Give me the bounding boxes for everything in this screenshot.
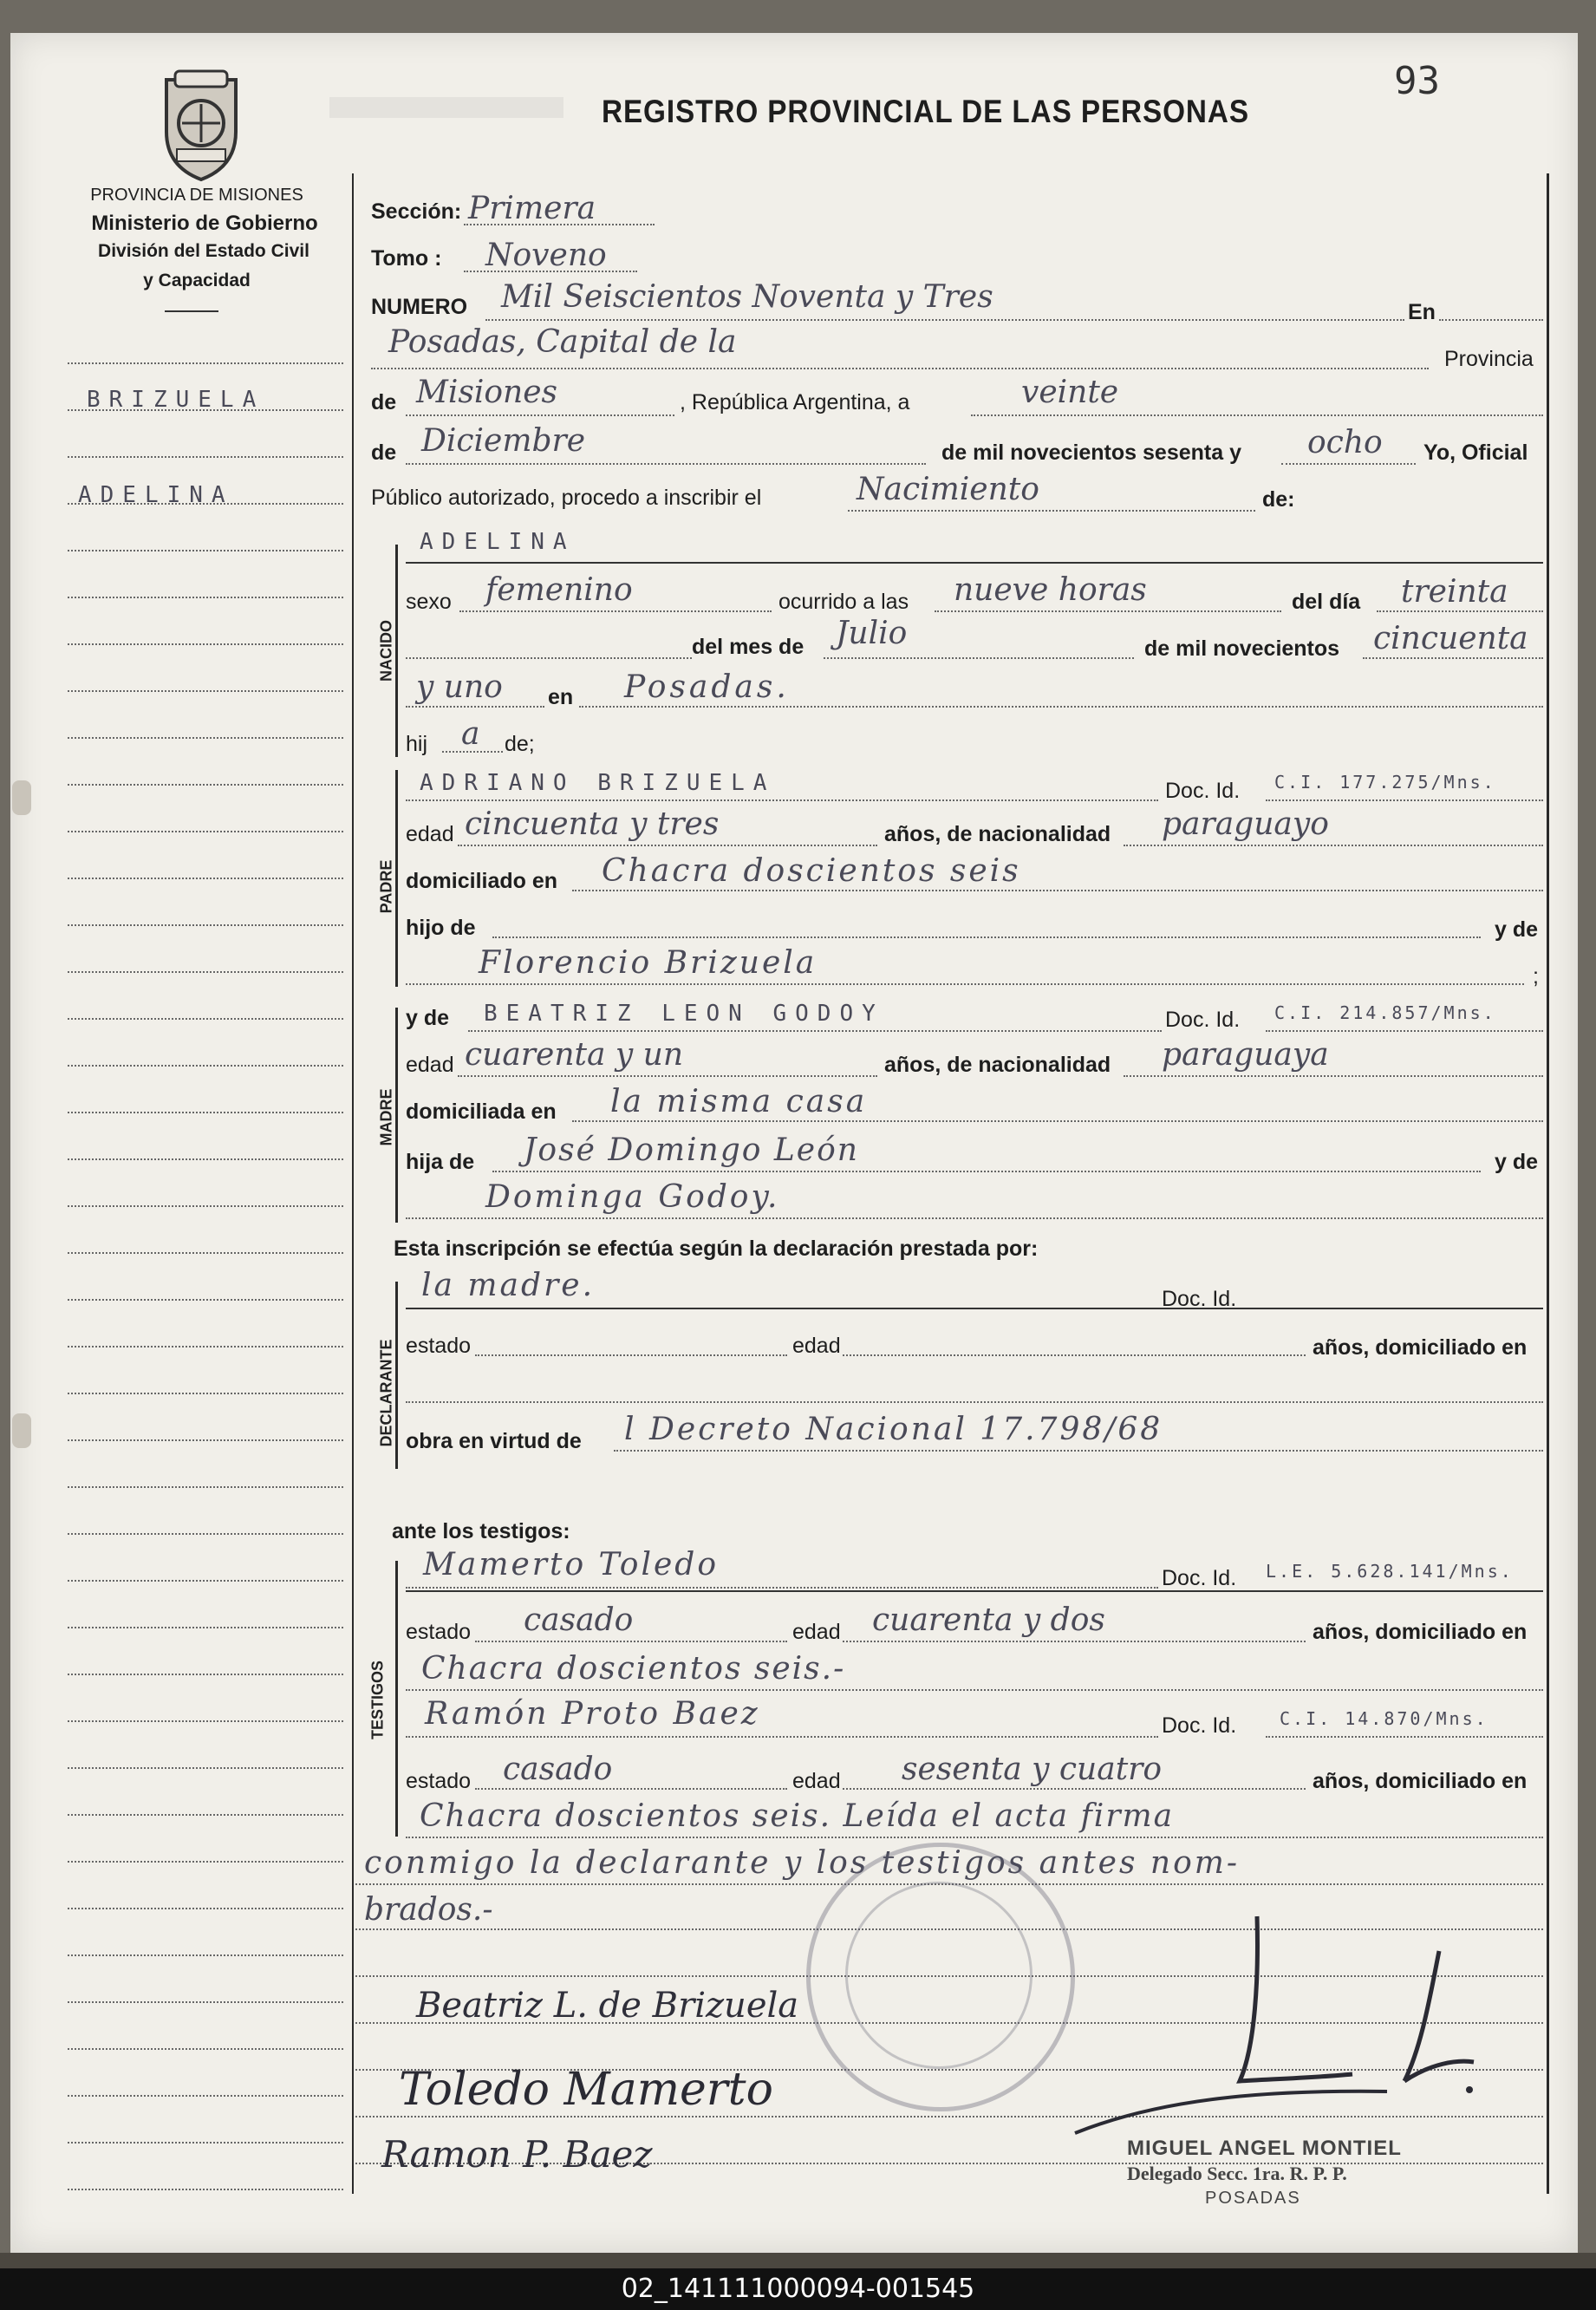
sidebar-rule: [68, 2142, 343, 2144]
padre-edad-line: [458, 845, 877, 846]
sidebar-rule: [68, 2189, 343, 2190]
testigo1-edad-line: [843, 1641, 1306, 1642]
en-label: En: [1408, 300, 1436, 324]
official-city: POSADAS: [1205, 2189, 1301, 2208]
declarante-value: la madre.: [421, 1268, 596, 1303]
ano-inscripcion-value: ocho: [1307, 425, 1383, 460]
hij-suffix-value: a: [461, 716, 480, 752]
padre-domicilio-value: Chacra doscientos seis: [602, 853, 1021, 889]
decreto-line: [614, 1450, 1543, 1452]
testigo2-edad-line: [843, 1788, 1306, 1790]
testigos-label: TESTIGOS: [368, 1661, 387, 1740]
del-mes-label: del mes de: [692, 635, 805, 659]
testigo2-edad-label: edad: [792, 1769, 841, 1793]
cierre-line1: conmigo la declarante y los testigos antes nom-: [364, 1845, 1241, 1881]
declarante-label: DECLARANTE: [377, 1339, 395, 1447]
padre-y-de-label: y de: [1495, 917, 1539, 942]
division-name: División del Estado Civil: [98, 241, 309, 261]
page-title: REGISTRO PROVINCIAL DE LAS PERSONAS: [602, 94, 1249, 129]
sidebar-rule: [68, 1908, 343, 1909]
tomo-value: Noveno: [485, 238, 607, 273]
del-dia-label: del día: [1292, 590, 1361, 614]
numero-value: Mil Seiscientos Noventa y Tres: [501, 279, 993, 315]
division-name-cont: y Capacidad: [143, 271, 251, 290]
signature-testigo2: Ramon P. Baez: [381, 2133, 653, 2176]
de2-label: de: [371, 440, 397, 465]
sidebar-surname: BRIZUELA: [87, 387, 265, 413]
padre-madre-line: [406, 983, 1524, 985]
testigo1-anos-label: años, domiciliado en: [1313, 1620, 1528, 1644]
declarante-doc-label: Doc. Id.: [1162, 1287, 1237, 1311]
madre-padre-line: [492, 1171, 1481, 1172]
padre-nacionalidad-line: [1124, 845, 1543, 846]
cierre-line2: brados.-: [364, 1892, 493, 1928]
ano-cont-line: [406, 706, 544, 708]
madre-domicilio-line: [572, 1120, 1543, 1122]
sidebar-rule: [68, 1205, 343, 1207]
numero-label: NUMERO: [371, 295, 468, 319]
madre-label: MADRE: [377, 1088, 395, 1146]
madre-domicilio-label: domiciliada en: [406, 1100, 557, 1124]
hij-label: hij: [406, 732, 428, 756]
testigo1-domicilio-value: Chacra doscientos seis.-: [421, 1651, 846, 1687]
sidebar-rule: [68, 1720, 343, 1722]
testigo2-nombre-line: [406, 1736, 1158, 1738]
testigo1-doc-label: Doc. Id.: [1162, 1566, 1237, 1590]
official-signature-icon: [1023, 1908, 1508, 2168]
testigo1-nombre-line: [406, 1587, 1158, 1589]
padre-doc-value: C.I. 177.275/Mns.: [1274, 772, 1496, 793]
acto-value: Nacimiento: [857, 472, 1039, 507]
mil-novecientos-label: de mil novecientos: [1144, 636, 1340, 661]
sidebar-rule: [68, 690, 343, 692]
de-semicolon-label: de;: [505, 732, 535, 756]
padre-nac-label: años, de nacionalidad: [884, 822, 1111, 846]
sidebar-divider: [165, 310, 218, 312]
tomo-label: Tomo :: [371, 246, 442, 271]
sidebar-rule: [68, 831, 343, 832]
sidebar-rule: [68, 1486, 343, 1488]
sidebar-rule: [68, 1065, 343, 1067]
nombre-line: [406, 562, 1543, 564]
decreto-value: l Decreto Nacional 17.798/68: [624, 1412, 1163, 1447]
sidebar-rule: [68, 456, 343, 458]
sidebar-rule: [68, 362, 343, 364]
sidebar-rule: [68, 1112, 343, 1113]
mes-nacimiento-line: [824, 657, 1134, 659]
padre-nombre-line: [406, 799, 1158, 801]
padre-doc-line: [1266, 799, 1543, 801]
testigo1-estado-line: [475, 1641, 787, 1642]
testigo1-doc-value: L.E. 5.628.141/Mns.: [1266, 1561, 1514, 1582]
madre-nacionalidad-value: paraguaya: [1162, 1037, 1329, 1073]
testigo2-nombre-value: Ramón Proto Baez: [425, 1696, 760, 1732]
madre-madre-value: Dominga Godoy.: [485, 1179, 780, 1215]
main-right-rule: [1547, 173, 1549, 2194]
signature-declarante: Beatriz L. de Brizuela: [416, 1986, 799, 2026]
declarante-edad-line: [843, 1354, 1306, 1356]
mes-inscripcion-value: Diciembre: [421, 423, 586, 459]
testigo2-domicilio-value: Chacra doscientos seis. Leída el acta firma: [420, 1798, 1175, 1834]
madre-nacionalidad-line: [1124, 1075, 1543, 1077]
madre-nombre-line: [468, 1030, 1162, 1032]
seccion-value: Primera: [468, 191, 596, 226]
signature-testigo1: Toledo Mamerto: [399, 2064, 773, 2116]
de-label: de: [371, 390, 397, 414]
ano-nacimiento-line: [1363, 657, 1543, 659]
inscripcion-label: Esta inscripción se efectúa según la declaración prestada por:: [394, 1237, 1039, 1261]
madre-padre-value: José Domingo León: [524, 1132, 859, 1168]
ano-inscripcion-line: [1281, 463, 1416, 465]
sidebar-rule: [68, 1861, 343, 1863]
provincia-line: [406, 414, 674, 416]
testigo1-edad-value: cuarenta y dos: [872, 1602, 1105, 1638]
nacido-label: NACIDO: [377, 620, 395, 682]
sexo-label: sexo: [406, 590, 452, 614]
padre-padre-line: [492, 936, 1481, 938]
testigo2-estado-line: [475, 1788, 787, 1790]
seccion-label: Sección:: [371, 199, 462, 224]
sidebar-rule: [68, 1346, 343, 1348]
testigo2-doc-label: Doc. Id.: [1162, 1713, 1237, 1738]
sidebar-rule: [68, 784, 343, 786]
lugar-nacimiento-line: [579, 706, 1543, 708]
sidebar-rule: [68, 924, 343, 926]
sexo-line: [459, 610, 772, 612]
binding-hole: [12, 1413, 31, 1448]
sidebar-rule: [68, 1158, 343, 1160]
sidebar-rule: [68, 550, 343, 551]
sidebar-rule: [68, 737, 343, 739]
padre-semicolon: ;: [1533, 964, 1539, 989]
provincia-label: Provincia: [1444, 347, 1534, 371]
padre-hijo-label: hijo de: [406, 916, 476, 940]
sidebar-rule: [68, 1533, 343, 1535]
testigo1-estado-label: estado: [406, 1620, 472, 1644]
image-id-bar: 02_141111000094-001545: [0, 2268, 1596, 2310]
padre-label: PADRE: [377, 859, 395, 914]
tomo-line: [464, 271, 637, 272]
sidebar-rule: [68, 597, 343, 598]
numero-line: [485, 319, 1404, 321]
ministry-name: Ministerio de Gobierno: [91, 212, 318, 235]
sidebar-given-name: ADELINA: [78, 482, 234, 508]
publico-label: Público autorizado, procedo a inscribir el: [371, 486, 762, 510]
provincia-value: Misiones: [416, 375, 558, 410]
sidebar-rule: [68, 1299, 343, 1301]
testigo1-estado-value: casado: [524, 1602, 634, 1638]
main-left-rule: [352, 173, 354, 2194]
madre-doc-value: C.I. 214.857/Mns.: [1274, 1002, 1496, 1023]
testigo1-nombre-value: Mamerto Toledo: [423, 1547, 719, 1582]
sidebar-rule: [68, 1627, 343, 1628]
dia-inscripcion-value: veinte: [1021, 375, 1119, 410]
sidebar-rule: [68, 2001, 343, 2003]
ano-nacimiento-value: cincuenta: [1373, 621, 1528, 656]
sidebar-rule: [68, 2095, 343, 2097]
padre-edad-label: edad: [406, 822, 454, 846]
declarante-dom-line: [406, 1401, 1543, 1403]
padre-nacionalidad-value: paraguayo: [1162, 806, 1329, 842]
sidebar-rule: [68, 1674, 343, 1675]
madre-y-de-label: y de: [406, 1006, 450, 1030]
acto-line: [848, 510, 1255, 512]
padre-domicilio-line: [572, 890, 1543, 891]
sidebar-rule: [68, 1252, 343, 1254]
sidebar-rule: [68, 1767, 343, 1769]
official-name: MIGUEL ANGEL MONTIEL: [1127, 2137, 1402, 2160]
hora-line: [935, 610, 1281, 612]
madre-madre-line: [406, 1217, 1543, 1219]
madre-nac-label: años, de nacionalidad: [884, 1053, 1111, 1077]
testigo2-anos-label: años, domiciliado en: [1313, 1769, 1528, 1793]
sidebar-rule: [68, 1814, 343, 1816]
testigo2-estado-value: casado: [503, 1752, 613, 1787]
hora-value: nueve horas: [954, 572, 1147, 608]
testigos-bracket: [395, 1561, 398, 1837]
madre-hija-label: hija de: [406, 1150, 475, 1174]
en-birth-label: en: [548, 685, 574, 709]
obra-label: obra en virtud de: [406, 1429, 582, 1453]
madre-doc-label: Doc. Id.: [1165, 1008, 1241, 1032]
page-edge: [0, 2253, 1596, 2268]
declarante-anos-label: años, domiciliado en: [1313, 1335, 1528, 1360]
ocurrido-label: ocurrido a las: [778, 590, 909, 614]
padre-doc-label: Doc. Id.: [1165, 779, 1241, 803]
de-colon-label: de:: [1262, 487, 1295, 512]
lugar-line: [371, 368, 1429, 369]
padre-nombre-value: ADRIANO BRIZUELA: [420, 770, 776, 796]
dia-inscripcion-line: [971, 414, 1543, 416]
padre-domicilio-label: domiciliado en: [406, 869, 558, 893]
testigo2-domicilio-line: [406, 1837, 1543, 1838]
padre-madre-value: Florencio Brizuela: [479, 945, 818, 981]
mes-nacimiento-value: Julio: [836, 616, 908, 651]
testigo2-edad-value: sesenta y cuatro: [902, 1752, 1163, 1787]
sidebar-rule: [68, 2048, 343, 2050]
lugar-nacimiento-value: Posadas.: [624, 669, 790, 705]
ano-nacimiento-cont-value: y uno: [416, 669, 503, 705]
province-name: PROVINCIA DE MISIONES: [90, 186, 303, 205]
sexo-value: femenino: [485, 572, 633, 608]
madre-doc-line: [1266, 1030, 1543, 1032]
declarante-edad-label: edad: [792, 1334, 841, 1358]
ghost-title: [329, 97, 563, 118]
yo-oficial-label: Yo, Oficial: [1423, 440, 1528, 465]
sidebar-rule: [68, 643, 343, 645]
testigo1-domicilio-line: [406, 1689, 1543, 1691]
madre-edad-label: edad: [406, 1053, 454, 1077]
sidebar-rule: [68, 878, 343, 879]
testigo1-edad-label: edad: [792, 1620, 841, 1644]
padre-edad-value: cincuenta y tres: [465, 806, 720, 842]
official-title: Delegado Secc. 1ra. R. P. P.: [1127, 2163, 1347, 2184]
mil-novecientos-sesenta-label: de mil novecientos sesenta y: [941, 440, 1241, 465]
madre-domicilio-value: la misma casa: [610, 1084, 868, 1119]
ante-testigos-label: ante los testigos:: [392, 1519, 570, 1543]
declarante-estado-label: estado: [406, 1334, 472, 1358]
madre-edad-line: [458, 1075, 877, 1077]
sidebar-rule: [68, 1393, 343, 1394]
binding-hole: [12, 780, 31, 815]
testigo2-doc-value: C.I. 14.870/Mns.: [1280, 1708, 1489, 1729]
sidebar-rule: [68, 1018, 343, 1020]
madre-y-de2-label: y de: [1495, 1150, 1539, 1174]
nombre-value: ADELINA: [420, 529, 576, 555]
sidebar-rule: [68, 1954, 343, 1956]
madre-edad-value: cuarenta y un: [465, 1037, 684, 1073]
mes-prefix-line: [406, 657, 692, 659]
madre-nombre-value: BEATRIZ LEON GODOY: [484, 1001, 884, 1027]
declarante-top-rule: [406, 1308, 1543, 1309]
seccion-line: [464, 224, 655, 225]
republica-label: , República Argentina, a: [680, 390, 910, 414]
coat-of-arms-icon: [149, 62, 253, 184]
lugar-value: Posadas, Capital de la: [388, 324, 737, 360]
dia-nacimiento-value: treinta: [1401, 574, 1508, 610]
mes-inscripcion-line: [406, 463, 926, 465]
hij-suffix-line: [442, 751, 503, 753]
folio-number: 93: [1394, 59, 1440, 103]
testigo2-doc-line: [1266, 1736, 1543, 1738]
testigo1-top-rule: [406, 1590, 1543, 1592]
testigo2-estado-label: estado: [406, 1769, 472, 1793]
en-line: [1439, 319, 1543, 321]
sidebar-rule: [68, 971, 343, 973]
sidebar-rule: [68, 1580, 343, 1582]
sidebar-rule: [68, 1439, 343, 1441]
declarante-estado-line: [475, 1354, 787, 1356]
dia-nacimiento-line: [1377, 610, 1543, 612]
